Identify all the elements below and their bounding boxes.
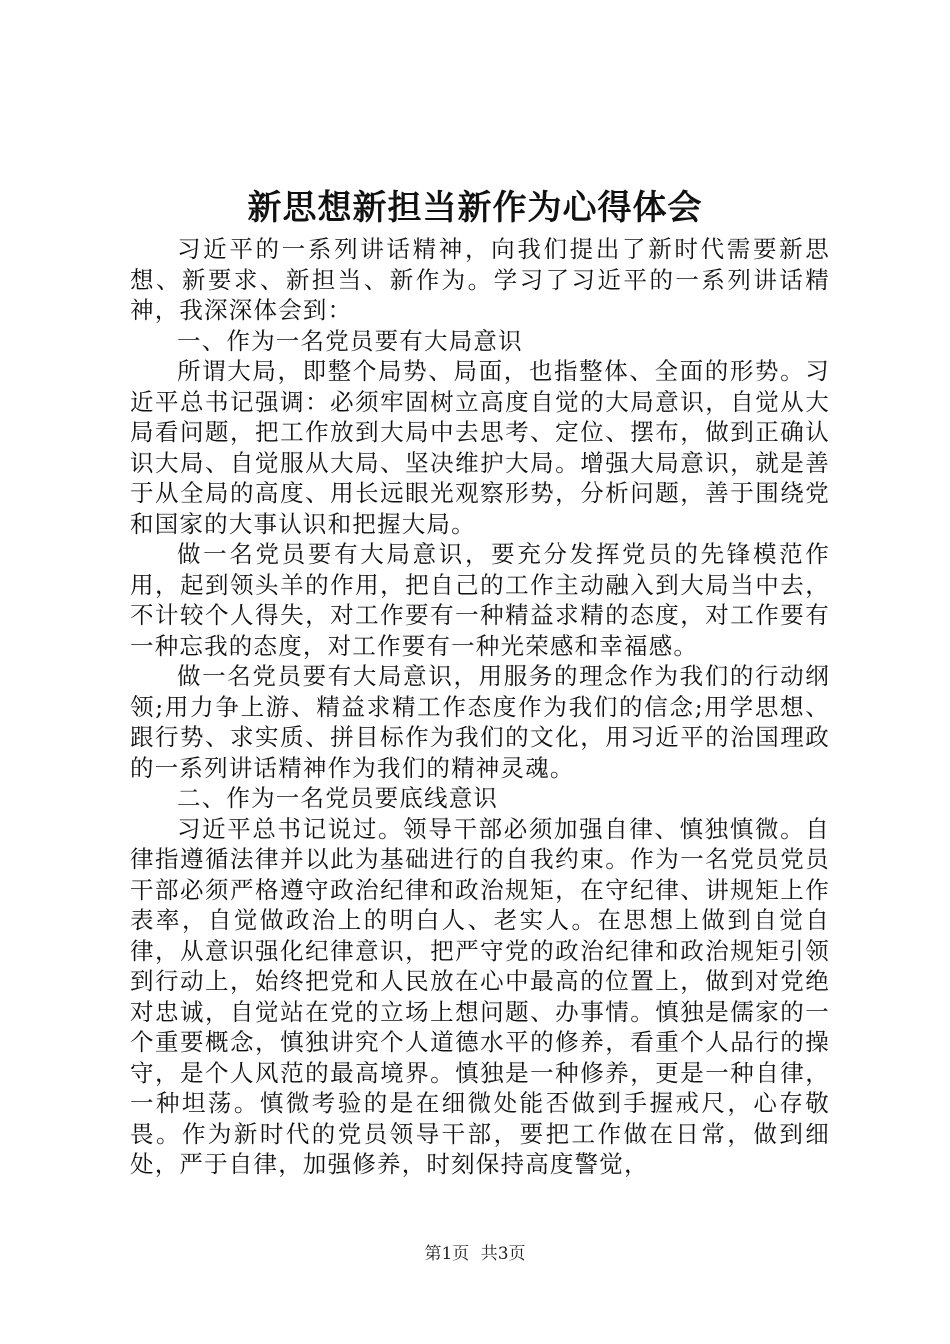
paragraph: 做一名党员要有大局意识，用服务的理念作为我们的行动纲领;用力争上游、精益求精工作态度作为我们的信念;用学思想、跟行势、求实质、拼目标作为我们的文化，用习近平的治国理政的一系列讲话精神作为我们的精神灵魂。 [130,662,830,782]
page-number: 第1页 [424,1244,470,1264]
paragraph: 做一名党员要有大局意识，要充分发挥党员的先锋模范作用，起到领头羊的作用，把自己的工作主动融入到大局当中去，不计较个人得失，对工作要有一种精益求精的态度，对工作要有一种忘我的态度，对工作要有一种光荣感和幸福感。 [130,540,830,660]
page-footer [0,1243,950,1265]
section-heading: 一、作为一名党员要有大局意识 [177,326,523,355]
document-title: 新思想新担当新作为心得体会 [247,188,703,228]
paragraph: 习近平的一系列讲话精神，向我们提出了新时代需要新思想、新要求、新担当、新作为。学习了习近平的一系列讲话精神，我深深体会到： [130,235,830,324]
paragraph: 所谓大局，即整个局势、局面，也指整体、全面的形势。习近平总书记强调：必须牢固树立高度自觉的大局意识，自觉从大局看问题，把工作放到大局中去思考、定位、摆布，做到正确认识大局、自觉服从大局、坚决维护大局。增强大局意识，就是善于从全局的高度、用长远眼光观察形势，分析问题，善于围绕党和国家的大事认识和把握大局。 [130,357,830,538]
section-heading: 二、作为一名党员要底线意识 [177,784,499,812]
paragraph: 习近平总书记说过。领导干部必须加强自律、慎独慎微。自律指遵循法律并以此为基础进行的自我约束。作为一名党员党员干部必须严格遵守政治纪律和政治规矩，在守纪律、讲规矩上作表率，自觉做政治上的明白人、老实人。在思想上做到自觉自律，从意识强化纪律意识，把严守党的政治纪律和政治规矩引领到行动上，始终把党和人民放在心中最高的位置上，做到对党绝对忠诚，自觉站在党的立场上想问题、办事情。慎独是儒家的一个重要概念，慎独讲究个人道德水平的修养，看重个人品行的操守，是个人风范的最高境界。慎独是一种修养，更是一种自律，一种坦荡。慎微考验的是在细微处能否做到手握戒尺，心存敬畏。作为新时代的党员领导干部，要把工作做在日常，做到细处，严于自律，加强修养，时刻保持高度警觉， [130,814,830,1178]
document-body [130,234,830,1180]
page-total: 共3页 [480,1244,526,1264]
